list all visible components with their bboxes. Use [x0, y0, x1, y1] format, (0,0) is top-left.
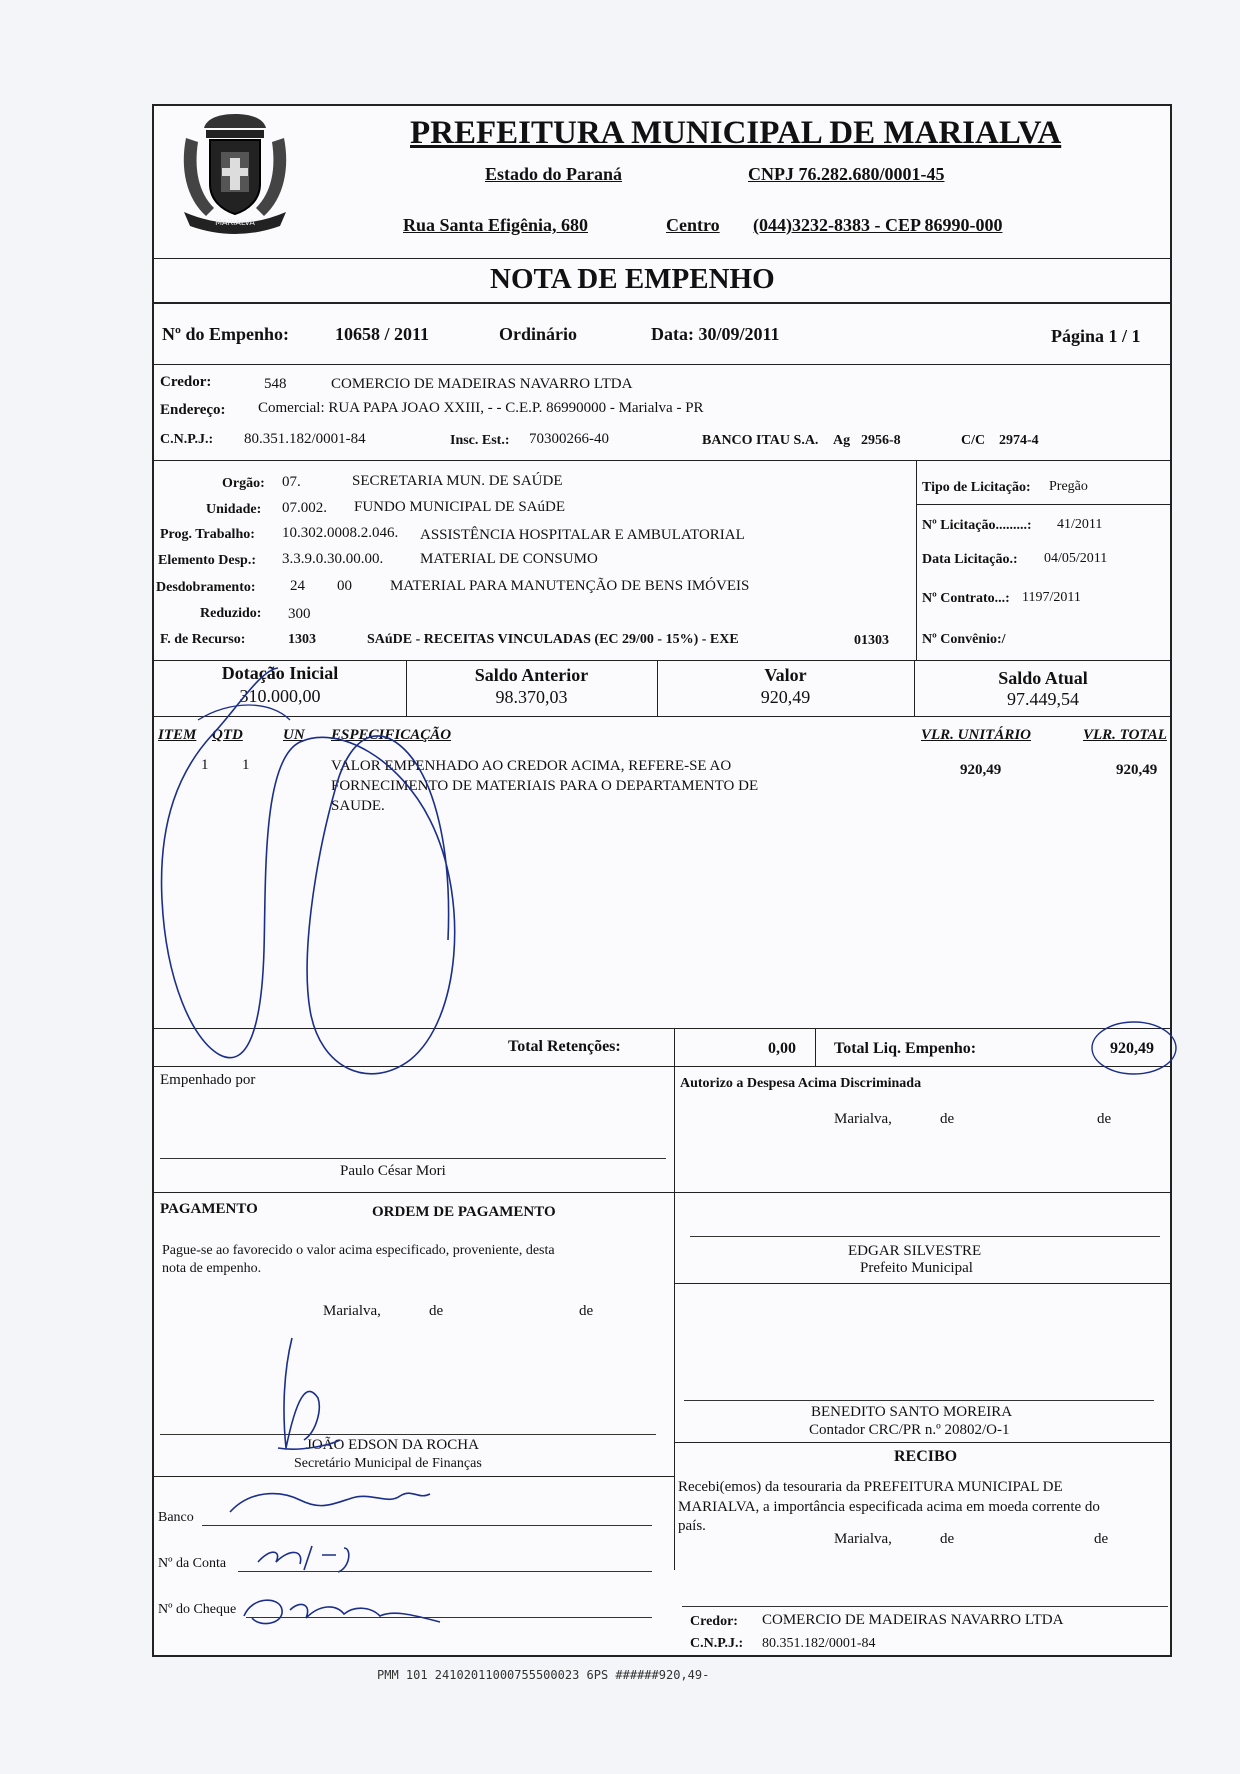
- empenhado-label: Empenhado por: [160, 1072, 256, 1088]
- footer-code: PMM 101 24102011000755500023 6PS ######920,49-: [377, 1668, 710, 1682]
- creditor-insc: 70300266-40: [529, 431, 609, 447]
- dotacao-label: Dotação Inicial: [221, 663, 339, 683]
- org-address: Rua Santa Efigênia, 680: [403, 215, 589, 235]
- pagamento-text-line1: Pague-se ao favorecido o valor acima especificado, proveniente, desta: [162, 1243, 555, 1258]
- saldo-anterior-value: 98.370,03: [495, 687, 568, 707]
- creditor-ag: 2956-8: [861, 433, 901, 448]
- creditor-cc: 2974-4: [999, 433, 1039, 448]
- data-licitacao-value: 04/05/2011: [1044, 551, 1108, 566]
- conta-label: Nº da Conta: [158, 1556, 227, 1571]
- col-qtd: QTD: [212, 727, 243, 743]
- desdobramento-label: Desdobramento:: [156, 580, 256, 595]
- contador-role: Contador CRC/PR n.º 20802/O-1: [809, 1422, 1010, 1438]
- prefeito-name: EDGAR SILVESTRE: [848, 1243, 982, 1259]
- tipo-licitacao-value: Pregão: [1049, 479, 1088, 494]
- creditor-name: COMERCIO DE MADEIRAS NAVARRO LTDA: [331, 376, 633, 392]
- valor-value: 920,49: [760, 687, 811, 707]
- fonte-code2: 01303: [854, 633, 889, 648]
- autorizo-label: Autorizo a Despesa Acima Discriminada: [680, 1076, 922, 1091]
- pagamento-de1: de: [429, 1303, 444, 1319]
- reduzido-label: Reduzido:: [200, 606, 262, 621]
- prog-code: 10.302.0008.2.046.: [282, 525, 399, 541]
- recibo-cnpj: 80.351.182/0001-84: [762, 1636, 876, 1651]
- tipo-licitacao-label: Tipo de Licitação:: [922, 480, 1031, 495]
- unidade-code: 07.002.: [282, 500, 327, 516]
- document-title: NOTA DE EMPENHO: [490, 263, 775, 295]
- state-name: Estado do Paraná: [485, 164, 623, 184]
- banco-label: Banco: [158, 1510, 194, 1525]
- contrato-value: 1197/2011: [1022, 590, 1081, 605]
- recibo-de1: de: [940, 1531, 955, 1547]
- prog-name: ASSISTÊNCIA HOSPITALAR E AMBULATORIAL: [420, 527, 745, 543]
- pagamento-label: PAGAMENTO: [160, 1201, 258, 1217]
- pagamento-text-line2: nota de empenho.: [162, 1261, 262, 1276]
- unidade-label: Unidade:: [206, 502, 262, 517]
- total-retencoes-value: 0,00: [768, 1040, 796, 1057]
- item-number: 1: [201, 757, 209, 773]
- total-liq-value: 920,49: [1110, 1040, 1154, 1057]
- elemento-name: MATERIAL DE CONSUMO: [420, 551, 598, 567]
- empenho-number: 10658 / 2011: [335, 324, 430, 344]
- creditor-cnpj: 80.351.182/0001-84: [244, 431, 366, 447]
- recibo-title: RECIBO: [894, 1448, 958, 1465]
- creditor-cc-label: C/C: [961, 433, 986, 448]
- valor-label: Valor: [764, 665, 807, 685]
- total-liq-label: Total Liq. Empenho:: [834, 1040, 977, 1057]
- recibo-credor-name: COMERCIO DE MADEIRAS NAVARRO LTDA: [762, 1612, 1064, 1628]
- creditor-bank: BANCO ITAU S.A.: [702, 433, 819, 448]
- item-unit-price: 920,49: [960, 762, 1002, 778]
- num-licitacao-label: Nº Licitação.........:: [922, 518, 1032, 533]
- pagamento-de2: de: [579, 1303, 594, 1319]
- orgao-label: Orgão:: [222, 476, 265, 491]
- desdobramento-b: 00: [337, 578, 352, 594]
- creditor-label: Credor:: [160, 374, 212, 390]
- recibo-city: Marialva,: [834, 1531, 892, 1547]
- contador-name: BENEDITO SANTO MOREIRA: [811, 1404, 1013, 1420]
- recibo-de2: de: [1094, 1531, 1109, 1547]
- autorizo-de2: de: [1097, 1111, 1112, 1127]
- creditor-cnpj-label: C.N.P.J.:: [160, 432, 214, 447]
- creditor-ag-label: Ag: [833, 433, 851, 448]
- empenho-type: Ordinário: [499, 324, 578, 344]
- num-licitacao-value: 41/2011: [1057, 517, 1103, 532]
- orgao-code: 07.: [282, 474, 301, 490]
- orgao-name: SECRETARIA MUN. DE SAÚDE: [352, 473, 563, 489]
- creditor-address: Comercial: RUA PAPA JOAO XXIII, - - C.E.P. 86990000 - Marialva - PR: [258, 400, 704, 416]
- cheque-label: Nº do Cheque: [158, 1602, 237, 1617]
- creditor-code: 548: [264, 376, 287, 392]
- data-licitacao-label: Data Licitação.:: [922, 552, 1018, 567]
- contrato-label: Nº Contrato...:: [922, 591, 1010, 606]
- col-vlr-unitario: VLR. UNITÁRIO: [921, 727, 1032, 743]
- org-name: PREFEITURA MUNICIPAL DE MARIALVA: [410, 115, 1062, 151]
- fonte-name: SAúDE - RECEITAS VINCULADAS (EC 29/00 - 15%) - EXE: [367, 632, 739, 647]
- item-desc-line2: FORNECIMENTO DE MATERIAIS PARA O DEPARTAMENTO DE: [331, 778, 759, 794]
- recibo-text-line3: país.: [678, 1518, 706, 1534]
- empenho-number-label: Nº do Empenho:: [162, 324, 289, 344]
- empenhado-name: Paulo César Mori: [340, 1163, 446, 1179]
- elemento-label: Elemento Desp.:: [158, 553, 256, 568]
- item-total-price: 920,49: [1116, 762, 1158, 778]
- page-number: Página 1 / 1: [1051, 326, 1141, 346]
- fonte-code: 1303: [288, 632, 316, 647]
- ordem-pagamento-label: ORDEM DE PAGAMENTO: [372, 1204, 556, 1220]
- creditor-insc-label: Insc. Est.:: [450, 433, 510, 448]
- fonte-label: F. de Recurso:: [160, 632, 246, 647]
- col-item: ITEM: [158, 727, 197, 743]
- dotacao-value: 310.000,00: [239, 686, 321, 706]
- prog-label: Prog. Trabalho:: [160, 527, 255, 542]
- desdobramento-name: MATERIAL PARA MANUTENÇÃO DE BENS IMÓVEIS: [390, 578, 750, 594]
- total-retencoes-label: Total Retenções:: [508, 1038, 621, 1055]
- item-qtd: 1: [242, 757, 250, 773]
- col-vlr-total: VLR. TOTAL: [1083, 727, 1167, 743]
- elemento-code: 3.3.9.0.30.00.00.: [282, 551, 384, 567]
- saldo-atual-label: Saldo Atual: [998, 668, 1088, 688]
- reduzido-value: 300: [288, 606, 311, 622]
- empenho-date: Data: 30/09/2011: [651, 324, 780, 344]
- org-phone-cep: (044)3232-8383 - CEP 86990-000: [753, 215, 1003, 235]
- org-cnpj: CNPJ 76.282.680/0001-45: [748, 164, 945, 184]
- saldo-atual-value: 97.449,54: [1007, 689, 1079, 709]
- svg-text:MARIALVA: MARIALVA: [215, 218, 255, 227]
- recibo-text-line2: MARIALVA, a importância especificada acima em moeda corrente do: [678, 1499, 1100, 1515]
- org-district: Centro: [666, 215, 720, 235]
- recibo-cnpj-label: C.N.P.J.:: [690, 1636, 744, 1651]
- convenio-label: Nº Convênio:/: [922, 632, 1006, 647]
- autorizo-de1: de: [940, 1111, 955, 1127]
- item-desc-line1: VALOR EMPENHADO AO CREDOR ACIMA, REFERE-SE AO: [331, 758, 732, 774]
- col-especificacao: ESPECIFICAÇÃO: [331, 727, 452, 743]
- prefeito-role: Prefeito Municipal: [860, 1260, 973, 1276]
- item-desc-line3: SAUDE.: [331, 798, 385, 814]
- pagamento-city: Marialva,: [323, 1303, 381, 1319]
- col-un: UN: [283, 727, 305, 743]
- recibo-credor-label: Credor:: [690, 1614, 738, 1629]
- secretario-role: Secretário Municipal de Finanças: [294, 1456, 482, 1471]
- recibo-text-line1: Recebi(emos) da tesouraria da PREFEITURA MUNICIPAL DE: [678, 1479, 1063, 1495]
- creditor-address-label: Endereço:: [160, 402, 226, 418]
- secretario-name: JOÃO EDSON DA ROCHA: [306, 1437, 479, 1453]
- saldo-anterior-label: Saldo Anterior: [474, 665, 589, 685]
- desdobramento-a: 24: [290, 578, 305, 594]
- unidade-name: FUNDO MUNICIPAL DE SAúDE: [354, 499, 565, 515]
- autorizo-city: Marialva,: [834, 1111, 892, 1127]
